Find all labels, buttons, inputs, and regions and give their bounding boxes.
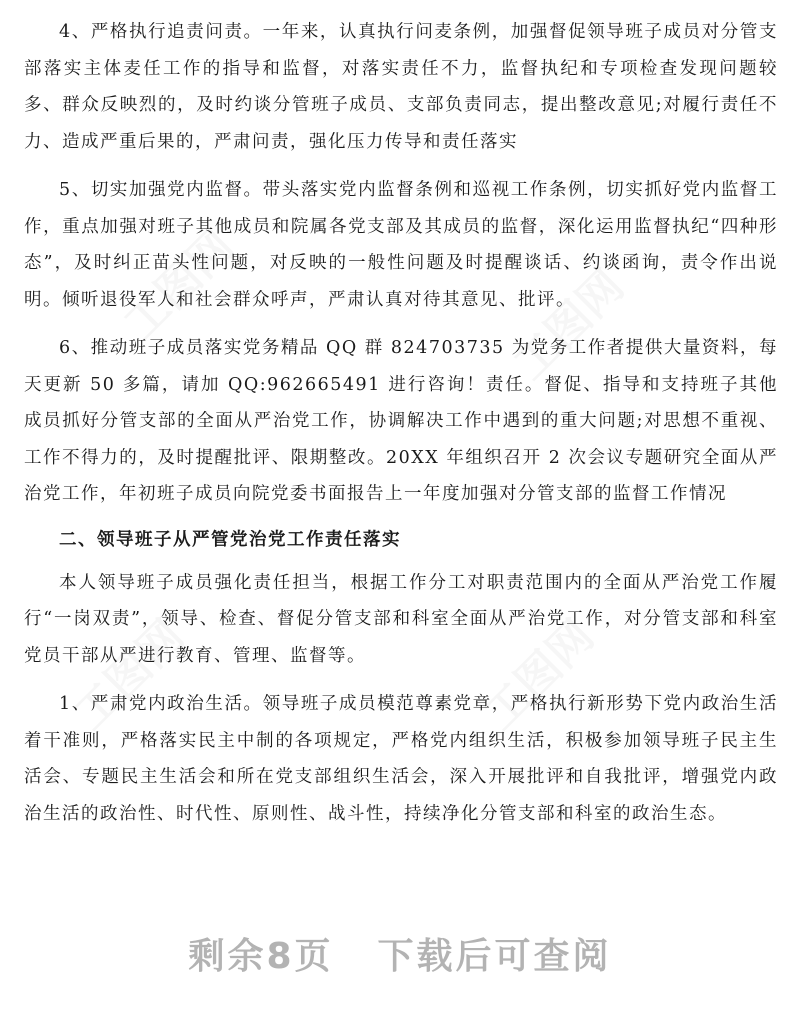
paragraph: 6、推动班子成员落实党务精品 QQ 群 824703735 为党务工作者提供大量资料，每天更新 50 多篇，请加 QQ:962665491 进行咨询！责任。督促、指导和支持班子其他成员抓好分管支部的全面从严治党工作，协调解决工作中遇到的重大问题;对思想不重视、工作不得力的，及时提醒批评、限期整改。20XX 年组织召开 2 次会议专题研究全面从严治党工作，年初班子成员向院党委书面报告上一年度加强对分管支部的监督工作情况 <box>24 338 778 504</box>
download-prompt[interactable] <box>0 928 800 979</box>
remaining-pages-text: 剩余8页 <box>188 936 334 977</box>
paragraph: 4、严格执行追责问责。一年来，认真执行问麦条例，加强督促领导班子成员对分管支部落实主体麦任工作的指导和监督，对落实责任不力，监督执纪和专项检查发现问题较多、群众反映烈的，及时约谈分管班子成员、支部负责同志，提出整改意见;对履行责任不力、造成严重后果的，严肃问责，强化压力传导和责任落实 <box>24 22 778 152</box>
paragraph: 本人领导班子成员强化责任担当，根据工作分工对职责范围内的全面从严治党工作履行“一岗双责”，领导、检查、督促分管支部和科室全面从严治党工作，对分管支部和科室党员干部从严进行教育、管理、监督等。 <box>24 572 778 666</box>
paragraph: 5、切实加强党内监督。带头落实党内监督条例和巡视工作条例，切实抓好党内监督工作，重点加强对班子其他成员和院属各党支部及其成员的监督，深化运用监督执纪“四种形态”，及时纠正苗头性问题，对反映的一般性问题及时提醒谈话、约谈函询，责令作出说明。倾听退役军人和社会群众呼声，严肃认真对待其意见、批评。 <box>24 180 778 310</box>
download-to-view-text: 下载后可查阅 <box>377 936 612 977</box>
paragraph: 1、严肃党内政治生活。领导班子成员模范尊素党章，严格执行新形势下党内政治生活着干准则，严格落实民主中制的各项规定，严格党内组织生活，积极参加领导班子民主生活会、专题民主生活会和所在党支部组织生活会，深入开展批评和自我批评，增强党内政治生活的政治性、时代性、原则性、战斗性，持续净化分管支部和科室的政治生态。 <box>24 694 778 824</box>
document-body <box>24 14 778 844</box>
section-heading: 二、领导班子从严管党治党工作责任落实 <box>59 529 401 550</box>
